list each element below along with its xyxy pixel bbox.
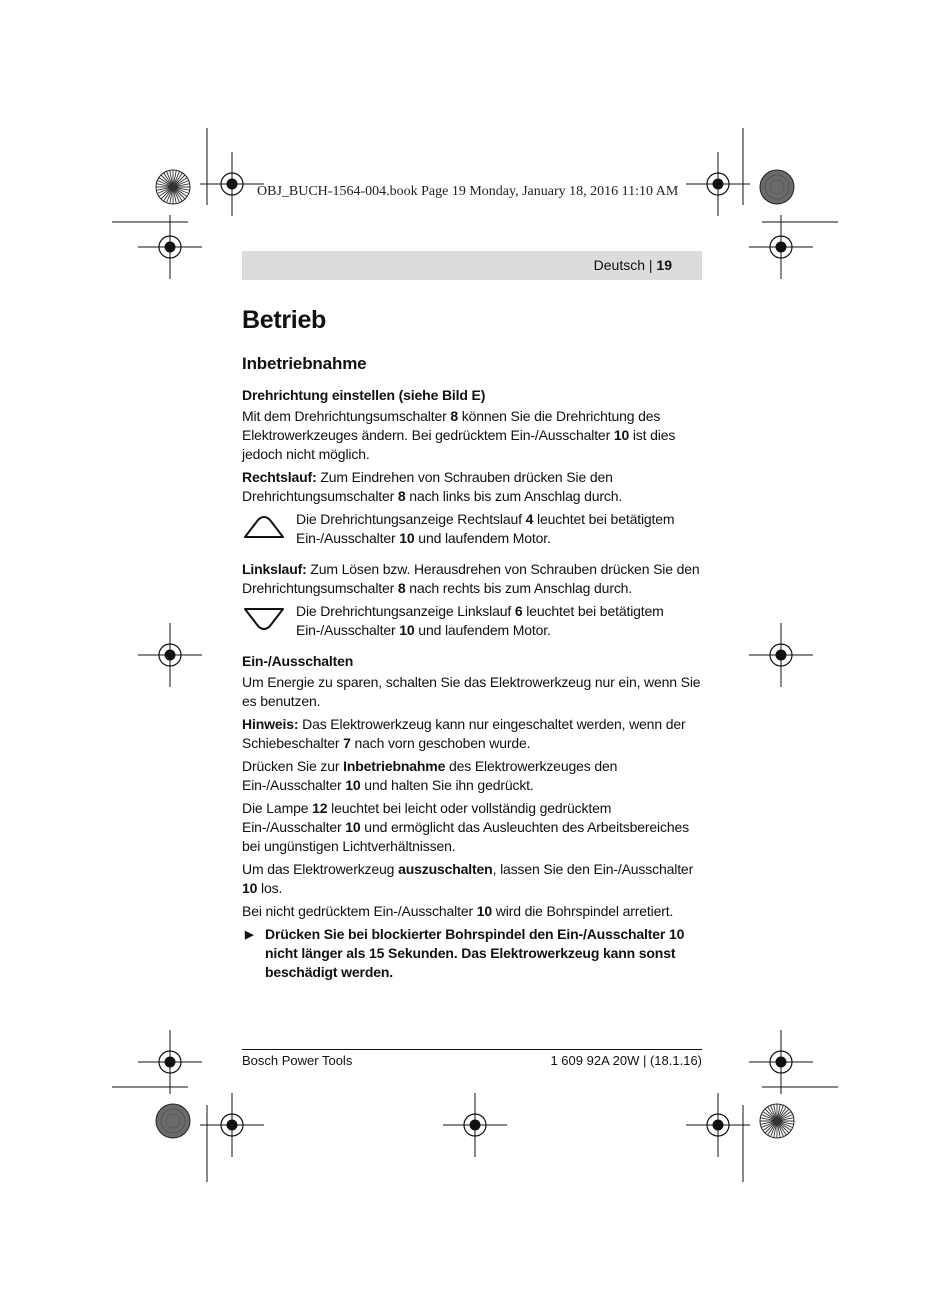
registration-mark — [200, 152, 264, 216]
print-slug: OBJ_BUCH-1564-004.book Page 19 Monday, January 18, 2016 11:10 AM — [257, 184, 679, 199]
star-target-mark — [156, 170, 190, 204]
paragraph-bohrspindel: Bei nicht gedrücktem Ein-/Ausschalter 10 wird die Bohrspindel arretiert. — [242, 903, 674, 919]
page-header — [242, 251, 702, 280]
paragraph-ausschalten: Um das Elektrowerkzeug auszuschalten, lassen Sie den Ein-/Ausschalter 10 los. — [242, 861, 694, 896]
paragraph-linkslauf: Linkslauf: Zum Lösen bzw. Herausdrehen von Schrauben drücken Sie den Drehrichtungsumschalter 8 nach rechts bis zum Anschlag durch. — [242, 561, 700, 596]
registration-mark — [443, 1093, 507, 1157]
footer-brand: Bosch Power Tools — [242, 1053, 353, 1068]
header-language: Deutsch — [593, 257, 645, 273]
rechtslauf-arrow-up-icon — [242, 513, 286, 541]
paragraph-inbetriebnahme: Drücken Sie zur Inbetriebnahme des Elektrowerkzeuges den Ein-/Ausschalter 10 und halten Sie ihn gedrückt. — [242, 758, 618, 793]
section-heading: Inbetriebnahme — [242, 354, 367, 373]
rechtslauf-indicator-note: Die Drehrichtungsanzeige Rechtslauf 4 leuchtet bei betätigtem Ein-/Ausschalter 10 und laufendem Motor. — [242, 510, 702, 548]
subsection-heading-drehrichtung: Drehrichtung einstellen (siehe Bild E) — [242, 387, 486, 403]
registration-mark — [749, 215, 813, 279]
paragraph-energie: Um Energie zu sparen, schalten Sie das Elektrowerkzeug nur ein, wenn Sie es benutzen. — [242, 674, 701, 709]
page-title: Betrieb — [242, 306, 327, 334]
paragraph-drehrichtung-intro: Mit dem Drehrichtungsumschalter 8 können Sie die Drehrichtung des Elektrowerkzeuges ändern. Bei gedrücktem Ein-/Ausschalter 10 ist dies jedoch nicht möglich. — [242, 408, 676, 462]
page-number: 19 — [656, 257, 672, 273]
warning-text: Drücken Sie bei blockierter Bohrspindel den Ein-/Ausschalter 10 nicht länger als 15 Sekunden. Das Elektrowerkzeug kann sonst beschädigt werden. — [265, 926, 685, 980]
header-separator: | — [648, 257, 653, 273]
registration-mark — [749, 1030, 813, 1094]
registration-mark — [749, 623, 813, 687]
main-content — [242, 305, 702, 982]
footer-doc-number: 1 609 92A 20W | (18.1.16) — [550, 1053, 702, 1068]
registration-mark — [686, 152, 750, 216]
gray-target-mark — [156, 1104, 190, 1138]
subsection-heading-einaus: Ein-/Ausschalten — [242, 653, 354, 669]
registration-mark — [200, 1093, 264, 1157]
registration-mark — [138, 1030, 202, 1094]
registration-mark — [686, 1093, 750, 1157]
gray-target-mark — [760, 170, 794, 204]
registration-mark — [138, 623, 202, 687]
footer-rule — [242, 1049, 702, 1050]
triangle-bullet-icon: ▶ — [245, 929, 254, 941]
registration-mark — [138, 215, 202, 279]
linkslauf-indicator-note: Die Drehrichtungsanzeige Linkslauf 6 leuchtet bei betätigtem Ein-/Ausschalter 10 und laufendem Motor. — [242, 602, 702, 640]
linkslauf-arrow-down-icon — [242, 605, 286, 633]
warning-item — [242, 925, 702, 982]
paragraph-lampe: Die Lampe 12 leuchtet bei leicht oder vollständig gedrücktem Ein-/Ausschalter 10 und ermöglicht das Ausleuchten des Arbeitsbereiches bei ungünstigen Lichtverhältnissen. — [242, 800, 689, 854]
paragraph-rechtslauf: Rechtslauf: Zum Eindrehen von Schrauben drücken Sie den Drehrichtungsumschalter 8 nach links bis zum Anschlag durch. — [242, 469, 623, 504]
star-target-mark — [760, 1104, 794, 1138]
paragraph-hinweis: Hinweis: Das Elektrowerkzeug kann nur eingeschaltet werden, wenn der Schiebeschalter 7 nach vorn geschoben wurde. — [242, 716, 686, 751]
